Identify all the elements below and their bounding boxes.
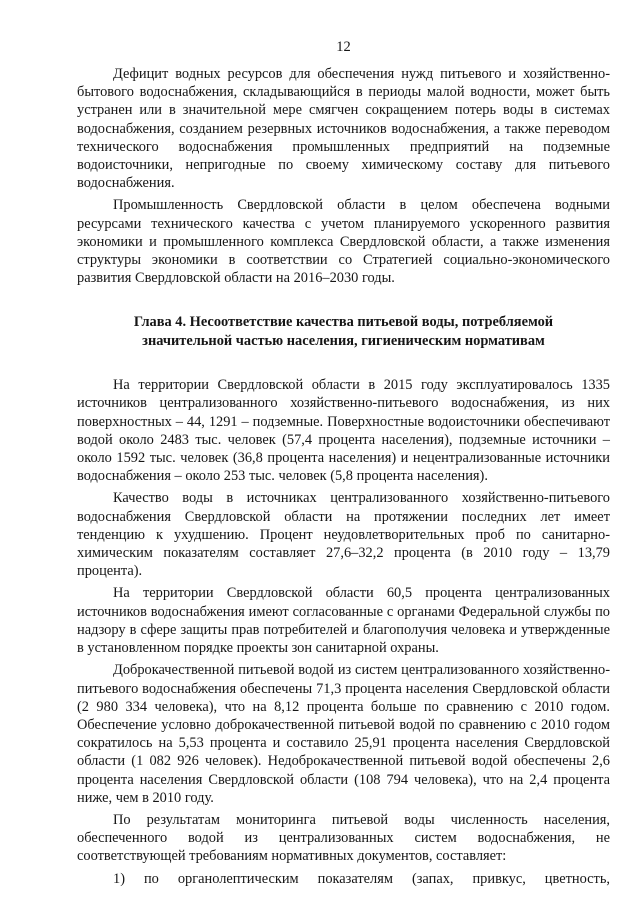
paragraph-list-item-1: 1) по органолептическим показателям (запах, привкус, цветность, <box>113 870 610 887</box>
chapter-heading-line-2: значительной частью населения, гигиеническим нормативам <box>142 332 545 349</box>
paragraph-water-deficit: Дефицит водных ресурсов для обеспечения нужд питьевого и хозяйственно-бытового водоснабжения, складывающийся в периоды малой водности, может быть устранен или в значительной мере смягчен сокращением потерь воды в системах водоснабжения, созданием резервных источников водоснабжения, а также переводом технического водоснабжения промышленных предприятий на подземные водоисточники, непригодные по своему химическому составу для питьевого водоснабжения. <box>77 66 610 192</box>
paragraph-monitoring-results: По результатам мониторинга питьевой воды численность населения, обеспеченного водой из централизованных систем водоснабжения, не соответствующей требованиям нормативных документов, составляет: <box>77 811 610 865</box>
paragraph-water-sources: На территории Свердловской области в 2015 году эксплуатировалось 1335 источников централизованного хозяйственно-питьевого водоснабжения, из них поверхностных – 44, 1291 – подземные. Поверхностные водоисточники обеспечивают водой около 2483 тыс. человек (57,4 процента населения), подземные источники – около 1592 тыс. человек (36,8 процента населения) и нецентрализованные источники водоснабжения – около 253 тыс. человек (5,8 процента населения). <box>77 377 610 485</box>
paragraph-industry-supply: Промышленность Свердловской области в целом обеспечена водными ресурсами технического качества с учетом планируемого ускоренного развития экономики и промышленного комплекса Свердловской области, а также изменения структуры экономики в соответствии со Стратегией социально-экономического развития Свердловской области на 2016–2030 годы. <box>77 197 610 287</box>
page-number: 12 <box>336 39 351 55</box>
paragraph-drinking-water-provision: Доброкачественной питьевой водой из систем централизованного хозяйственно-питьевого водоснабжения обеспечены 71,3 процента населения Свердловской области (2 980 334 человека), что на 8,12 процента больше по сравнению с 2010 годом. Обеспечение условно доброкачественной питьевой водой по сравнению с 2010 годом сократилось на 5,53 процента и составило 25,91 процента населения Свердловской области (1 082 926 человек). Недоброкачественной питьевой водой обеспечены 2,6 процента населения Свердловской области (108 794 человека), что на 2,4 процента ниже, чем в 2010 году. <box>77 662 610 806</box>
chapter-heading <box>77 313 610 350</box>
paragraph-water-quality-trend: Качество воды в источниках централизованного хозяйственно-питьевого водоснабжения Свердловской области на протяжении последних лет имеет тенденцию к ухудшению. Процент неудовлетворительных проб по санитарно-химическим показателям составляет 27,6–32,2 процента (в 2010 году – 13,79 процента). <box>77 490 610 580</box>
paragraph-sanitary-zones: На территории Свердловской области 60,5 процента централизованных источников водоснабжения имеют согласованные с органами Федеральной службы по надзору в сфере защиты прав потребителей и благополучия человека и утвержденные в установленном порядке проекты зон санитарной охраны. <box>77 585 610 657</box>
chapter-heading-line-1: Глава 4. Несоответствие качества питьевой воды, потребляемой <box>133 314 554 331</box>
